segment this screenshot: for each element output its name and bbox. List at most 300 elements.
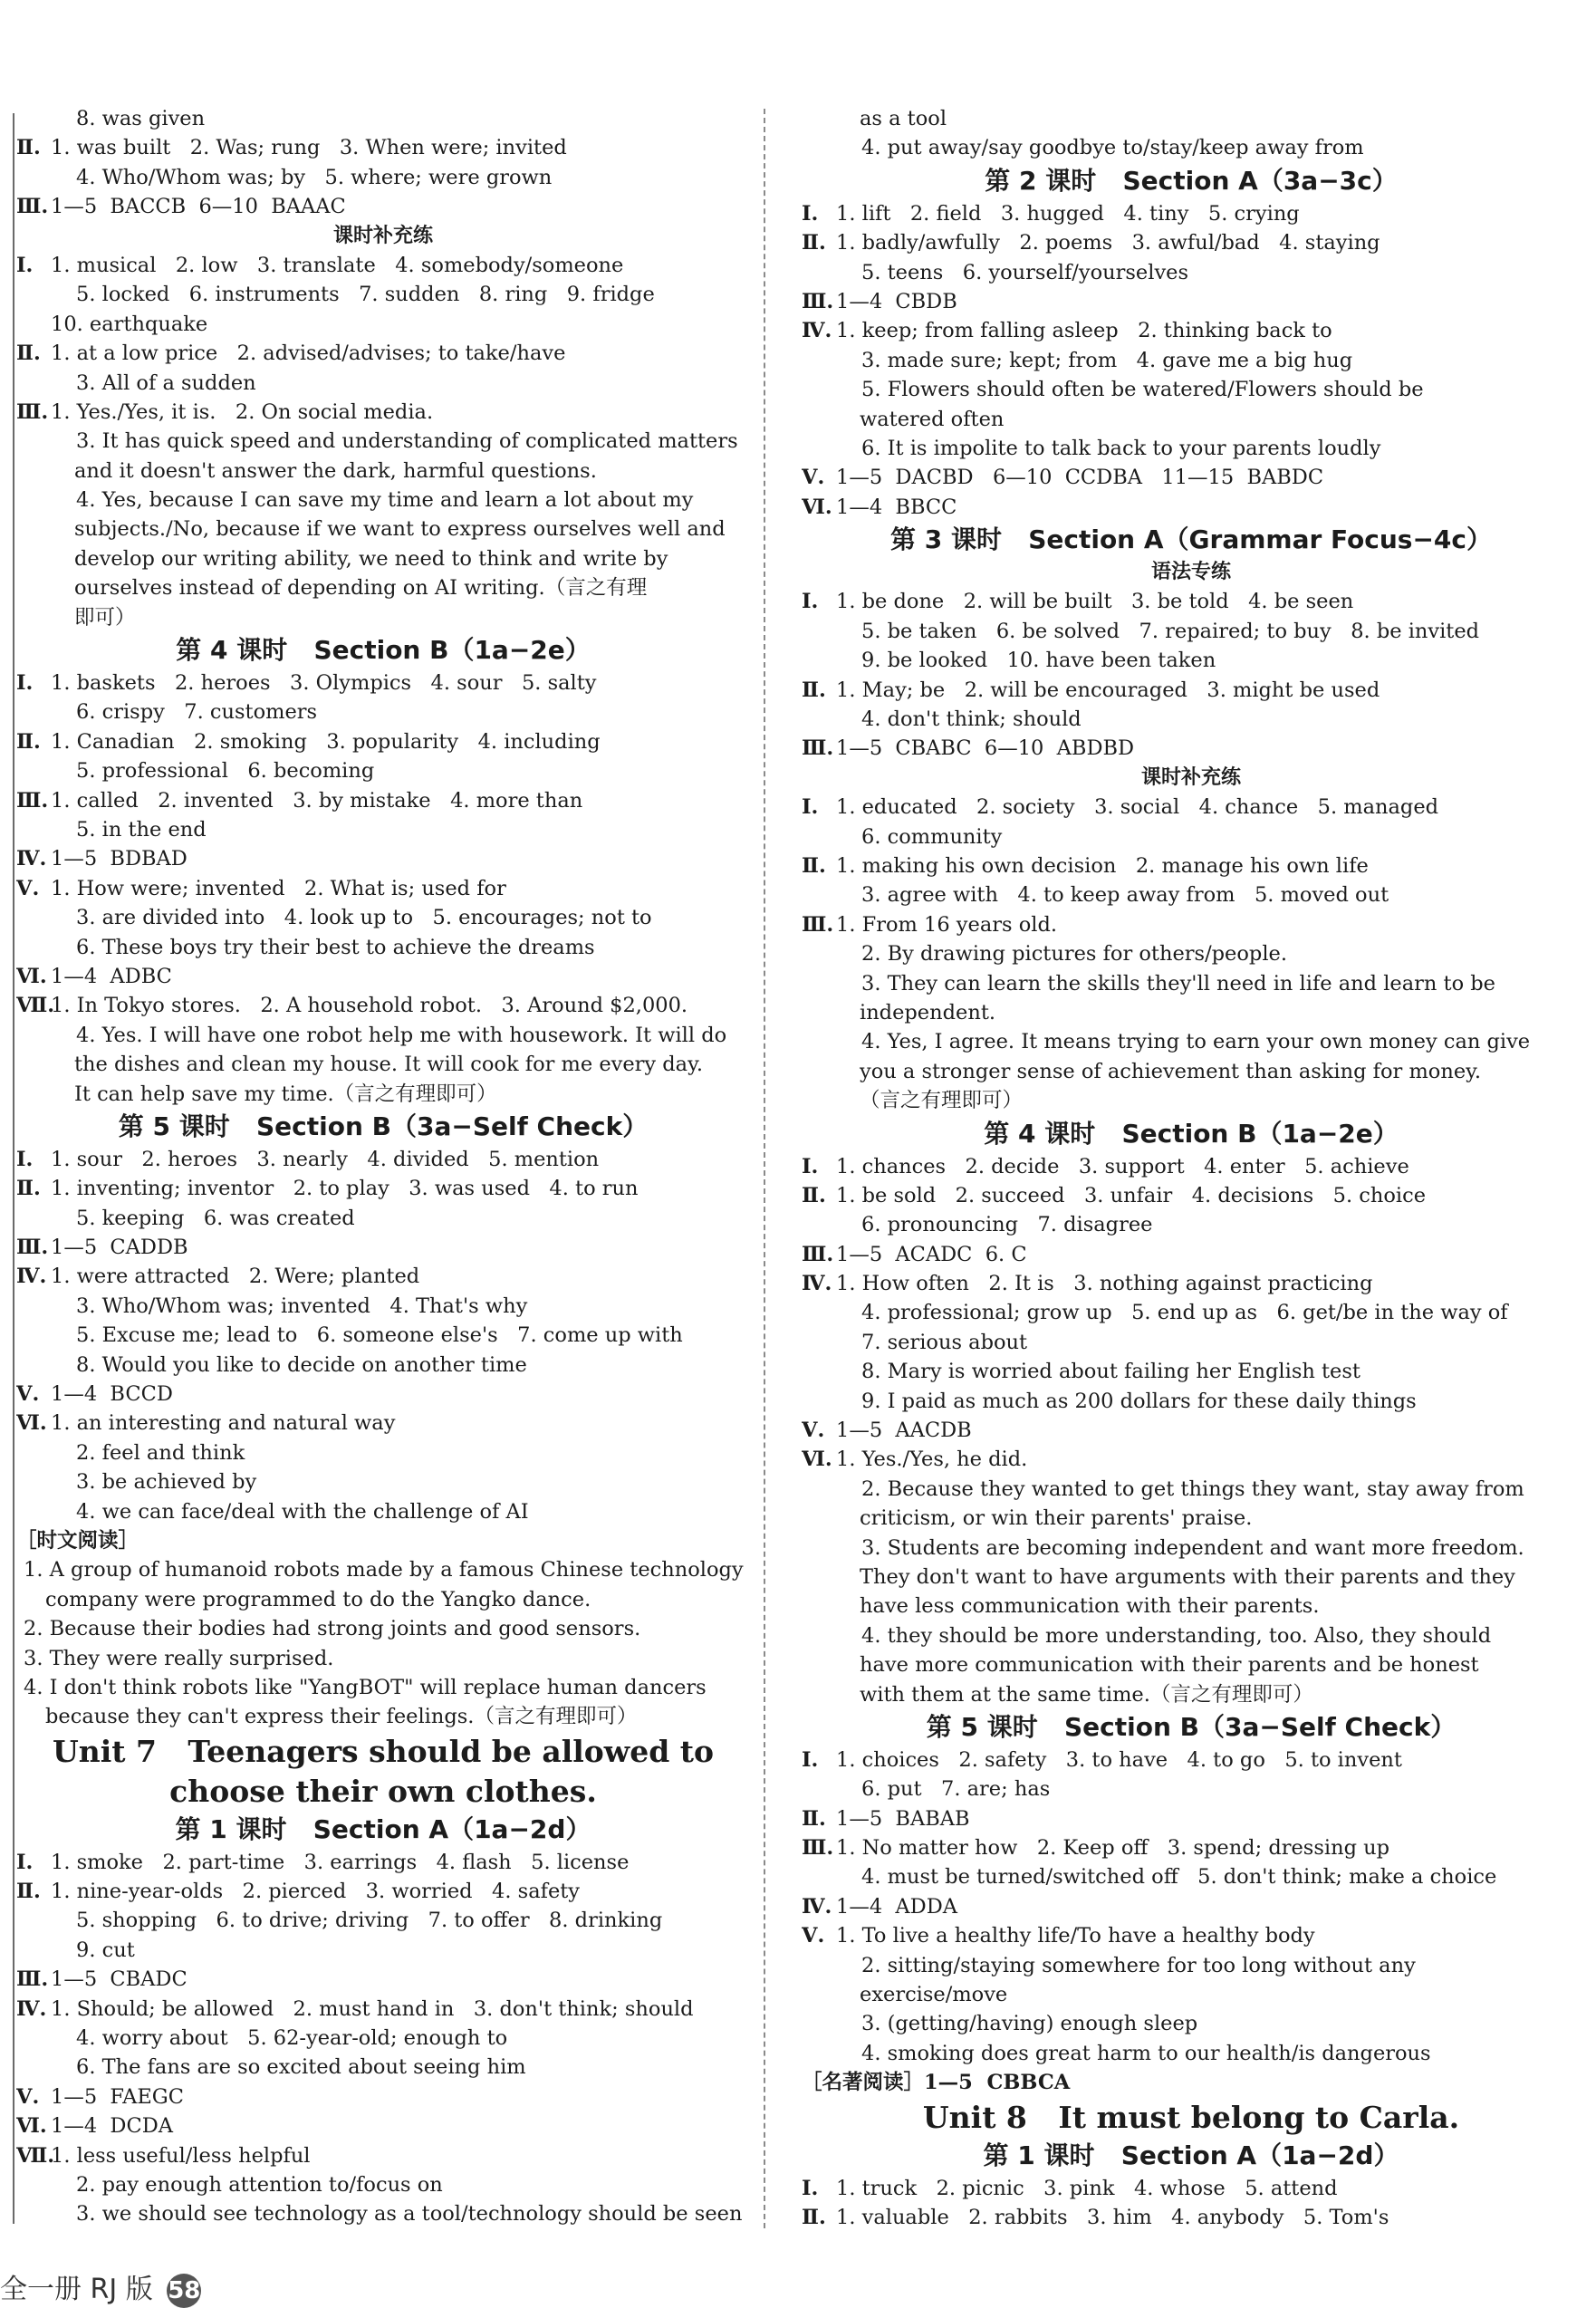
answer-text: 4. put away/say goodbye to/stay/keep away from: [861, 136, 1364, 160]
answer-text: 1. inventing; inventor 2. to play 3. was used 4. to run: [51, 1177, 639, 1201]
answer-text: It can help save my time.（言之有理即可）: [74, 1082, 497, 1106]
answer-text: 7. serious about: [861, 1330, 1028, 1354]
answer-text: 8. was given: [76, 107, 206, 130]
answer-line: [16, 1848, 750, 1877]
answer-text: 1. A group of humanoid robots made by a famous Chinese technology: [24, 1558, 744, 1582]
answer-line: [802, 375, 1581, 404]
answer-line: [802, 793, 1581, 822]
answer-line: [802, 1416, 1581, 1445]
answer-line: [16, 1614, 750, 1643]
answer-line: [802, 676, 1581, 705]
answer-line: [16, 369, 750, 398]
question-set-number: Ⅱ.: [802, 1806, 826, 1831]
question-set-number: Ⅲ.: [16, 1967, 49, 1992]
answer-text: 5. keeping 6. was created: [76, 1206, 355, 1230]
question-set-number: Ⅲ.: [16, 788, 49, 813]
answer-text: 4. worry about 5. 62-year-old; enough to: [76, 2026, 508, 2051]
answer-line: [16, 427, 750, 456]
answer-line: [802, 880, 1581, 909]
answer-line: [802, 1775, 1581, 1803]
answer-text: 1. choices 2. safety 3. to have 4. to go 5. to invent: [836, 1747, 1402, 1772]
answer-line: [16, 457, 750, 486]
answer-line: [16, 756, 750, 785]
answer-line: [16, 163, 750, 192]
answer-line: [802, 199, 1581, 228]
question-set-number: Ⅰ.: [802, 1154, 819, 1178]
answer-text: 3. They were really surprised.: [24, 1646, 334, 1670]
answer-line: [16, 786, 750, 815]
answer-line: [802, 1746, 1581, 1775]
answer-text: 1. keep; from falling asleep 2. thinking back to: [836, 319, 1332, 343]
answer-line: [16, 1995, 750, 2024]
answer-text: 2. Because their bodies had strong joints and good sensors.: [24, 1617, 641, 1641]
answer-text: and it doesn't answer the dark, harmful questions.: [74, 458, 597, 483]
answer-text: 3. made sure; kept; from 4. gave me a big hug: [861, 348, 1353, 372]
answer-text: 1—5 ACADC 6. C: [836, 1242, 1027, 1266]
answer-line: [802, 316, 1581, 345]
answer-line: [802, 1680, 1581, 1709]
answer-line: [16, 192, 750, 221]
answer-text: 8. Mary is worried about failing her English test: [861, 1360, 1360, 1384]
question-set-number: Ⅴ.: [802, 466, 825, 490]
answer-text: 6. crispy 7. customers: [76, 700, 318, 725]
answer-line: [16, 1262, 750, 1291]
answer-text: 9. I paid as much as 200 dollars for these daily things: [861, 1389, 1417, 1413]
question-set-number: Ⅵ.: [16, 2114, 47, 2139]
answer-text: the dishes and clean my house. It will cook for me every day.: [74, 1053, 703, 1077]
question-set-number: Ⅴ.: [16, 1382, 40, 1407]
answer-text: independent.: [860, 1000, 996, 1024]
answer-text: 5. in the end: [76, 817, 207, 842]
answer-line: [16, 1050, 750, 1079]
answer-line: [16, 486, 750, 515]
answer-text: 5. shopping 6. to drive; driving 7. to offer 8. drinking: [76, 1909, 663, 1933]
question-set-number: Ⅴ.: [16, 2084, 40, 2109]
answer-line: [802, 1086, 1581, 1115]
answer-text: 1—4 BBCC: [836, 495, 957, 519]
answer-text: 1. musical 2. low 3. translate 4. somebody/someone: [51, 253, 624, 277]
answer-line: [802, 1563, 1581, 1592]
question-set-number: Ⅳ.: [802, 1894, 832, 1919]
question-set-number: Ⅲ.: [802, 289, 834, 313]
answer-line: [802, 1921, 1581, 1950]
question-set-number: Ⅰ.: [802, 1747, 819, 1772]
question-set-number: Ⅱ.: [16, 136, 41, 160]
answer-line: [16, 874, 750, 903]
answer-line: [802, 493, 1581, 522]
answer-line: [16, 1321, 750, 1350]
answer-line: [802, 1357, 1581, 1386]
answer-text: 5. locked 6. instruments 7. sudden 8. ring 9. fridge: [76, 283, 655, 307]
answer-line: [16, 603, 750, 632]
answer-line: [16, 1351, 750, 1380]
answer-line: [802, 2174, 1581, 2203]
answer-line: [802, 1181, 1581, 1210]
answer-text: 2. sitting/staying somewhere for too long without any: [861, 1953, 1416, 1977]
answer-line: [16, 2199, 750, 2228]
answer-line: [802, 734, 1581, 763]
answer-line: [16, 1585, 750, 1614]
answer-text: watered often: [860, 407, 1005, 431]
answer-line: [16, 991, 750, 1020]
answer-line: [802, 1445, 1581, 1474]
question-set-number: Ⅳ.: [802, 319, 832, 343]
answer-text: develop our writing ability, we need to think and write by: [74, 546, 668, 571]
question-set-number: Ⅱ.: [16, 729, 41, 754]
answer-line: [16, 1204, 750, 1233]
answer-text: 1—5 CBADC: [51, 1967, 187, 1992]
answer-text: 1. How were; invented 2. What is; used for: [51, 876, 506, 900]
answer-text: 1. be done 2. will be built 3. be told 4. be seen: [836, 590, 1354, 614]
answer-line: [802, 1833, 1581, 1862]
question-set-number: Ⅰ.: [16, 671, 34, 696]
answer-line: [16, 1409, 750, 1438]
question-set-number: Ⅴ.: [802, 1924, 825, 1948]
question-set-number: Ⅱ.: [802, 678, 826, 702]
answer-text: 1—5 FAEGC: [51, 2084, 184, 2109]
answer-text: 1. truck 2. picnic 3. pink 4. whose 5. attend: [836, 2176, 1338, 2200]
question-set-number: Ⅳ.: [802, 1272, 832, 1296]
answer-line: [802, 705, 1581, 734]
answer-line: [802, 851, 1581, 880]
lesson-heading: 第 2 课时 Section A（3a−3c）: [985, 165, 1398, 196]
question-set-number: Ⅳ.: [16, 1996, 47, 2021]
answer-text: 1. baskets 2. heroes 3. Olympics 4. sour 5. salty: [51, 671, 597, 696]
answer-line: [16, 1673, 750, 1702]
answer-text: 1. chances 2. decide 3. support 4. enter 5. achieve: [836, 1154, 1409, 1178]
answer-line: [802, 104, 1581, 133]
answer-line: [802, 617, 1581, 646]
lesson-heading: 第 4 课时 Section B（1a−2e）: [984, 1118, 1399, 1149]
answer-line: [16, 844, 750, 873]
answer-text: 3. All of a sudden: [76, 370, 256, 395]
question-set-number: Ⅰ.: [16, 1850, 34, 1874]
question-set-number: Ⅱ.: [802, 2206, 826, 2229]
answer-text: 1. smoke 2. part-time 3. earrings 4. flash 5. license: [51, 1850, 630, 1874]
answer-line: [802, 1240, 1581, 1269]
question-set-number: Ⅱ.: [16, 341, 41, 366]
answer-text: 1—4 DCDA: [51, 2114, 173, 2139]
answer-text: 1—4 CBDB: [836, 289, 957, 313]
answer-line: [16, 1380, 750, 1409]
answer-line: [16, 339, 750, 368]
answer-line: [16, 2141, 750, 2170]
answer-text: 1—5 AACDB: [836, 1419, 972, 1443]
unit-title: Unit 7 Teenagers should be allowed to: [52, 1733, 715, 1769]
question-set-number: Ⅱ.: [16, 1177, 41, 1201]
answer-line: [16, 2053, 750, 2082]
question-set-number: Ⅲ.: [802, 1836, 834, 1861]
answer-line: [802, 1804, 1581, 1833]
question-set-number: Ⅲ.: [802, 912, 834, 937]
answer-line: [16, 280, 750, 309]
answer-text: 4. professional; grow up 5. end up as 6. get/be in the way of: [861, 1301, 1508, 1325]
answer-text: exercise/move: [860, 1983, 1008, 2007]
answer-text: as a tool: [860, 107, 947, 130]
answer-text: because they can't express their feelings.（言之有理即可）: [45, 1705, 638, 1729]
answer-line: [16, 104, 750, 133]
answer-text: 6. The fans are so excited about seeing him: [76, 2055, 526, 2080]
answer-text: 6. put 7. are; has: [861, 1777, 1051, 1802]
answer-line: [16, 1644, 750, 1673]
answer-text: 1. How often 2. It is 3. nothing against practicing: [836, 1272, 1373, 1296]
question-set-number: Ⅰ.: [802, 795, 819, 820]
answer-text: 1. May; be 2. will be encouraged 3. might be used: [836, 678, 1380, 702]
unit-title: choose their own clothes.: [169, 1773, 597, 1809]
question-set-number: Ⅵ.: [16, 1411, 47, 1436]
question-set-number: Ⅰ.: [16, 253, 34, 277]
answer-line: [16, 573, 750, 602]
lesson-heading: 第 5 课时 Section B（3a−Self Check）: [926, 1711, 1457, 1742]
answer-text: 4. smoking does great harm to our health/is dangerous: [861, 2041, 1431, 2065]
subsection-heading: 语法专练: [1150, 561, 1231, 584]
answer-line: [16, 727, 750, 756]
book-edition-label: 全一册 RJ 版: [0, 2274, 153, 2305]
answer-text: 3. Students are becoming independent and want more freedom.: [861, 1535, 1524, 1560]
answer-text: have less communication with their parents.: [860, 1594, 1320, 1619]
answer-line: [16, 1877, 750, 1906]
answer-line: [16, 544, 750, 573]
answer-text: 1. be sold 2. succeed 3. unfair 4. decisions 5. choice: [836, 1183, 1427, 1207]
question-set-number: Ⅱ.: [802, 231, 826, 255]
answer-line: [802, 2039, 1581, 2068]
answer-text: 即可）: [74, 605, 136, 630]
answer-text: 1. Yes./Yes, it is. 2. On social media.: [51, 399, 434, 424]
answer-text: 6. It is impolite to talk back to your parents loudly: [861, 436, 1381, 460]
answer-line: [16, 1497, 750, 1526]
answer-text: 5. teens 6. yourself/yourselves: [861, 260, 1189, 284]
lesson-heading: 第 1 课时 Section A（1a−2d）: [983, 2140, 1399, 2170]
answer-line: [16, 962, 750, 991]
answer-text: 1. No matter how 2. Keep off 3. spend; dressing up: [836, 1836, 1390, 1861]
question-set-number: Ⅲ.: [16, 1236, 49, 1260]
answer-text: 1. making his own decision 2. manage his own life: [836, 853, 1369, 878]
answer-text: 6. pronouncing 7. disagree: [861, 1213, 1153, 1237]
reading-section-label: ［时文阅读］: [16, 1528, 139, 1553]
answer-text: 5. be taken 6. be solved 7. repaired; to buy 8. be invited: [861, 619, 1480, 643]
answer-line: [16, 1080, 750, 1109]
question-set-number: Ⅰ.: [802, 201, 819, 226]
question-set-number: Ⅰ.: [802, 590, 819, 614]
answer-text: 1. In Tokyo stores. 2. A household robot. 3. Around $2,000.: [51, 994, 688, 1018]
answer-text: 4. don't think; should: [861, 707, 1082, 732]
answer-text: 1—4 ADDA: [836, 1894, 958, 1919]
answer-line: [802, 1298, 1581, 1327]
question-set-number: Ⅱ.: [802, 1183, 826, 1207]
answer-line: [16, 903, 750, 932]
question-set-number: Ⅰ.: [16, 1147, 34, 1171]
question-set-number: Ⅱ.: [16, 1880, 41, 1904]
question-set-number: Ⅶ.: [16, 994, 55, 1018]
answer-text: 1. sour 2. heroes 3. nearly 4. divided 5. mention: [51, 1147, 600, 1171]
question-set-number: Ⅴ.: [802, 1419, 825, 1443]
answer-line: [802, 463, 1581, 492]
answer-line: [16, 815, 750, 844]
answer-text: 1. at a low price 2. advised/advises; to take/have: [51, 341, 566, 366]
right-column: [802, 104, 1581, 2232]
answer-line: [802, 939, 1581, 968]
answer-line: [16, 310, 750, 339]
answer-text: 1—4 ADBC: [51, 964, 172, 988]
question-set-number: Ⅲ.: [16, 195, 49, 219]
answer-line: [16, 2170, 750, 2199]
answer-text: （言之有理即可）: [860, 1089, 1024, 1113]
answer-text: They don't want to have arguments with their parents and they: [860, 1564, 1515, 1589]
lesson-heading: 第 4 课时 Section B（1a−2e）: [176, 635, 591, 666]
reading-section-label: ［名著阅读］1—5 CBBCA: [802, 2071, 1071, 2095]
answer-line: [802, 346, 1581, 375]
answer-text: 1. educated 2. society 3. social 4. chance 5. managed: [836, 795, 1439, 820]
answer-line: [802, 1328, 1581, 1357]
left-margin-rule: [13, 113, 14, 2224]
answer-text: 1—5 BDBAD: [51, 847, 187, 871]
answer-text: 3. are divided into 4. look up to 5. encourages; not to: [76, 906, 652, 930]
answer-line: [802, 287, 1581, 316]
answer-line: [802, 1951, 1581, 1980]
answer-text: 1. were attracted 2. Were; planted: [51, 1265, 420, 1289]
answer-line: [802, 1057, 1581, 1086]
answer-text: 6. community: [861, 824, 1003, 849]
question-set-number: Ⅵ.: [16, 964, 47, 988]
answer-text: you a stronger sense of achievement than asking for money.: [860, 1059, 1482, 1083]
answer-line: [16, 2024, 750, 2053]
answer-line: [16, 251, 750, 280]
answer-line: [802, 1269, 1581, 1298]
answer-line: [802, 1892, 1581, 1921]
lesson-heading: 第 5 课时 Section B（3a−Self Check）: [118, 1111, 649, 1141]
answer-line: [802, 405, 1581, 434]
answer-text: 1. Canadian 2. smoking 3. popularity 4. including: [51, 729, 601, 754]
answer-line: [802, 1534, 1581, 1563]
answer-line: [16, 1555, 750, 1584]
answer-text: 2. feel and think: [76, 1440, 245, 1465]
answer-text: 10. earthquake: [51, 312, 208, 336]
answer-text: 1. To live a healthy life/To have a healthy body: [836, 1924, 1315, 1948]
answer-line: [16, 1965, 750, 1994]
answer-line: [16, 933, 750, 962]
answer-line: [802, 1650, 1581, 1679]
answer-text: 1—4 BCCD: [51, 1382, 173, 1407]
answer-line: [16, 2111, 750, 2140]
answer-text: 1. was built 2. Was; rung 3. When were; invited: [51, 136, 567, 160]
answer-text: 4. Yes, because I can save my time and learn a lot about my: [76, 488, 694, 513]
answer-text: subjects./No, because if we want to express ourselves well and: [74, 517, 726, 542]
left-column: [16, 104, 750, 2229]
answer-line: [16, 1233, 750, 1262]
answer-text: 1—5 BACCB 6—10 BAAAC: [51, 195, 346, 219]
answer-text: 4. Yes. I will have one robot help me with housework. It will do: [76, 1023, 727, 1047]
answer-line: [802, 133, 1581, 162]
answer-line: [802, 1027, 1581, 1056]
answer-line: [16, 1438, 750, 1467]
answer-line: [802, 646, 1581, 675]
answer-line: [802, 1475, 1581, 1504]
page-number-badge: 58: [167, 2274, 201, 2308]
lesson-heading: 第 1 课时 Section A（1a−2d）: [175, 1813, 591, 1844]
question-set-number: Ⅶ.: [16, 2143, 55, 2168]
answer-text: 1. less useful/less helpful: [51, 2143, 311, 2168]
answer-text: 4. Yes, I agree. It means trying to earn your own money can give: [861, 1030, 1531, 1054]
answer-line: [802, 822, 1581, 851]
answer-line: [802, 1592, 1581, 1621]
answer-text: 3. They can learn the skills they'll need in life and learn to be: [861, 971, 1495, 995]
answer-line: [16, 1467, 750, 1496]
answer-text: 1. From 16 years old.: [836, 912, 1057, 937]
unit-title: Unit 8 It must belong to Carla.: [922, 2099, 1460, 2135]
answer-line: [802, 2203, 1581, 2232]
question-set-number: Ⅲ.: [16, 399, 49, 424]
answer-text: 1—5 DACBD 6—10 CCDBA 11—15 BABDC: [836, 466, 1324, 490]
answer-text: 5. Excuse me; lead to 6. someone else's 7. come up with: [76, 1323, 683, 1348]
answer-line: [802, 2009, 1581, 2038]
page-footer: [0, 2269, 201, 2310]
answer-line: [802, 228, 1581, 257]
answer-line: [16, 1174, 750, 1203]
answer-line: [802, 969, 1581, 998]
answer-text: 4. I don't think robots like "YangBOT" will replace human dancers: [24, 1675, 707, 1699]
answer-text: 1. nine-year-olds 2. pierced 3. worried 4. safety: [51, 1880, 581, 1904]
answer-text: 3. agree with 4. to keep away from 5. moved out: [861, 883, 1389, 908]
answer-line: [802, 434, 1581, 463]
answer-text: 1—5 CBABC 6—10 ABDBD: [836, 736, 1135, 761]
answer-text: 9. be looked 10. have been taken: [861, 649, 1216, 673]
answer-text: 4. they should be more understanding, too. Also, they should: [861, 1623, 1492, 1648]
answer-line: [16, 515, 750, 543]
answer-line: [16, 1702, 750, 1731]
answer-text: 5. professional 6. becoming: [76, 759, 375, 784]
answer-line: [802, 1862, 1581, 1891]
answer-text: 3. we should see technology as a tool/technology should be seen: [76, 2202, 743, 2227]
answer-text: 8. Would you like to decide on another time: [76, 1352, 527, 1377]
answer-text: 5. Flowers should often be watered/Flowers should be: [861, 378, 1424, 402]
question-set-number: Ⅴ.: [16, 876, 40, 900]
subsection-heading: 课时补充练: [332, 224, 433, 247]
answer-text: 1. Yes./Yes, he did.: [836, 1448, 1028, 1472]
answer-text: 2. Because they wanted to get things they want, stay away from: [861, 1476, 1524, 1501]
answer-text: 4. Who/Whom was; by 5. where; were grown: [76, 165, 553, 189]
answer-line: [802, 258, 1581, 287]
question-set-number: Ⅲ.: [802, 736, 834, 761]
answer-line: [802, 1387, 1581, 1416]
answer-text: 3. be achieved by: [76, 1470, 257, 1495]
answer-line: [16, 668, 750, 697]
answer-text: 2. pay enough attention to/focus on: [76, 2173, 443, 2197]
answer-line: [802, 587, 1581, 616]
lesson-heading: 第 3 课时 Section A（Grammar Focus−4c）: [889, 524, 1492, 555]
answer-text: 3. Who/Whom was; invented 4. That's why: [76, 1294, 528, 1318]
column-divider: [764, 109, 765, 2228]
question-set-number: Ⅳ.: [16, 847, 47, 871]
answer-line: [16, 2082, 750, 2111]
question-set-number: Ⅰ.: [802, 2176, 819, 2200]
subsection-heading: 课时补充练: [1140, 765, 1241, 789]
answer-text: 4. we can face/deal with the challenge of AI: [76, 1499, 529, 1524]
answer-line: [802, 998, 1581, 1027]
answer-text: have more communication with their parents and be honest: [860, 1653, 1479, 1678]
question-set-number: Ⅵ.: [802, 1448, 832, 1472]
answer-line: [16, 1292, 750, 1321]
answer-text: with them at the same time.（言之有理即可）: [860, 1682, 1313, 1707]
answer-line: [16, 398, 750, 427]
answer-text: 1. an interesting and natural way: [51, 1411, 396, 1436]
answer-text: 2. By drawing pictures for others/people.: [861, 942, 1287, 967]
answer-text: company were programmed to do the Yangko dance.: [45, 1587, 591, 1611]
answer-line: [802, 1621, 1581, 1650]
answer-line: [16, 133, 750, 162]
answer-text: 1. badly/awfully 2. poems 3. awful/bad 4. staying: [836, 231, 1380, 255]
question-set-number: Ⅳ.: [16, 1265, 47, 1289]
answer-text: 4. must be turned/switched off 5. don't think; make a choice: [861, 1865, 1497, 1890]
